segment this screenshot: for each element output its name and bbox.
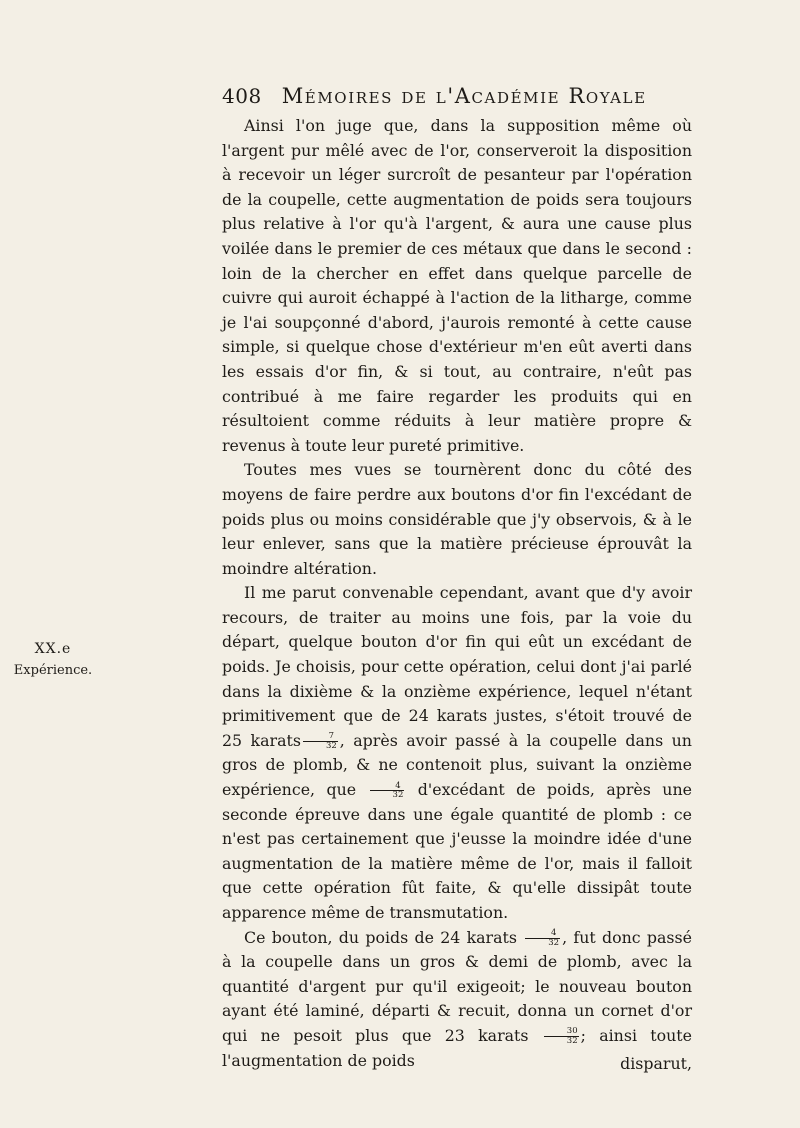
paragraph-1: Ainsi l'on juge que, dans la supposition même où l'argent pur mêlé avec de l'or, conserveroit la disposition à recevoir un léger surcroît de pesanteur par l'opération de la coupelle, cette augmentation de poids sera toujours plus relative à l'or qu'à l'argent, & aura une cause plus voilée dans le premier de ces métaux que dans le second : loin de la chercher en effet dans quelque parcelle de cuivre qui auroit échappé à l'action de la litharge, comme je l'ai soupçonné d'abord, j'aurois remonté à cette cause simple, si quelque chose d'extérieur m'en eût averti dans les essais d'or fin, & si tout, au contraire, n'eût pas contribué à me faire regarder les produits qui en résultoient comme réduits à leur matière propre & revenus à toute leur pureté primitive.	[222, 116, 692, 455]
paragraph-3	[222, 581, 692, 925]
fraction-numerator: 30	[544, 1027, 579, 1037]
fraction-denominator: 32	[566, 1035, 578, 1046]
fraction-numerator: 4	[370, 782, 405, 792]
fraction	[370, 782, 405, 800]
paragraph-4	[222, 926, 692, 1074]
paragraph-3-text-c: d'excédant de poids, après une seconde épreuve dans une égale quantité de plomb : ce n'est pas certainement que j'eusse la moindre idée d'une augmentation de la matière même de l'or, mais il falloit que cette opération fût faite, & qu'elle dissipât toute apparence même de transmutation.	[222, 780, 692, 922]
margin-note-number: XX.e	[34, 641, 72, 657]
page-header	[222, 84, 692, 114]
running-title: Mémoires de l'Académie Royale	[281, 84, 647, 108]
fraction-numerator: 7	[303, 732, 338, 742]
paragraph-4-text-a: Ce bouton, du poids de 24 karats	[244, 927, 517, 947]
margin-note-label: Expérience.	[13, 663, 93, 678]
margin-note	[8, 638, 98, 682]
paragraph-2: Toutes mes vues se tournèrent donc du côté des moyens de faire perdre aux boutons d'or fin l'excédant de poids plus ou moins considérable que j'y observois, & à le leur enlever, sans que la matière précieuse éprouvât la moindre altération.	[222, 460, 692, 578]
paragraph-4-text-b: , fut donc passé à la coupelle dans un gros & demi de plomb, avec la quantité d'argent pur qu'il exigeoit; le nouveau bouton ayant été laminé, départi & recuit, donna un cornet d'or qui ne pesoit plus que 23 karats	[222, 927, 692, 1045]
fraction-numerator: 4	[525, 929, 560, 939]
fraction	[303, 732, 338, 750]
body-text	[222, 114, 692, 1073]
paragraph-3-text-b: , après avoir passé à la coupelle dans un gros de plomb, & ne contenoit plus, suivant la onzième expérience, que	[222, 730, 692, 800]
catchword: disparut,	[620, 1054, 692, 1073]
fraction	[544, 1027, 579, 1045]
fraction-denominator: 32	[325, 740, 337, 751]
page-number: 408	[222, 84, 262, 108]
fraction-denominator: 32	[548, 937, 560, 948]
paragraph-4-text-c: ; ainsi toute l'augmentation de poids	[222, 1025, 692, 1070]
paragraph-3-text-a: Il me parut convenable cependant, avant que d'y avoir recours, de traiter au moins une fois, par la voie du départ, quelque bouton d'or fin qui eût un excédant de poids. Je choisis, pour cette opération, celui dont j'ai parlé dans la dixième & la onzième expérience, lequel n'étant primitivement que de 24 karats justes, s'étoit trouvé de 25 karats	[222, 583, 692, 750]
fraction	[525, 929, 560, 947]
fraction-denominator: 32	[392, 790, 404, 801]
